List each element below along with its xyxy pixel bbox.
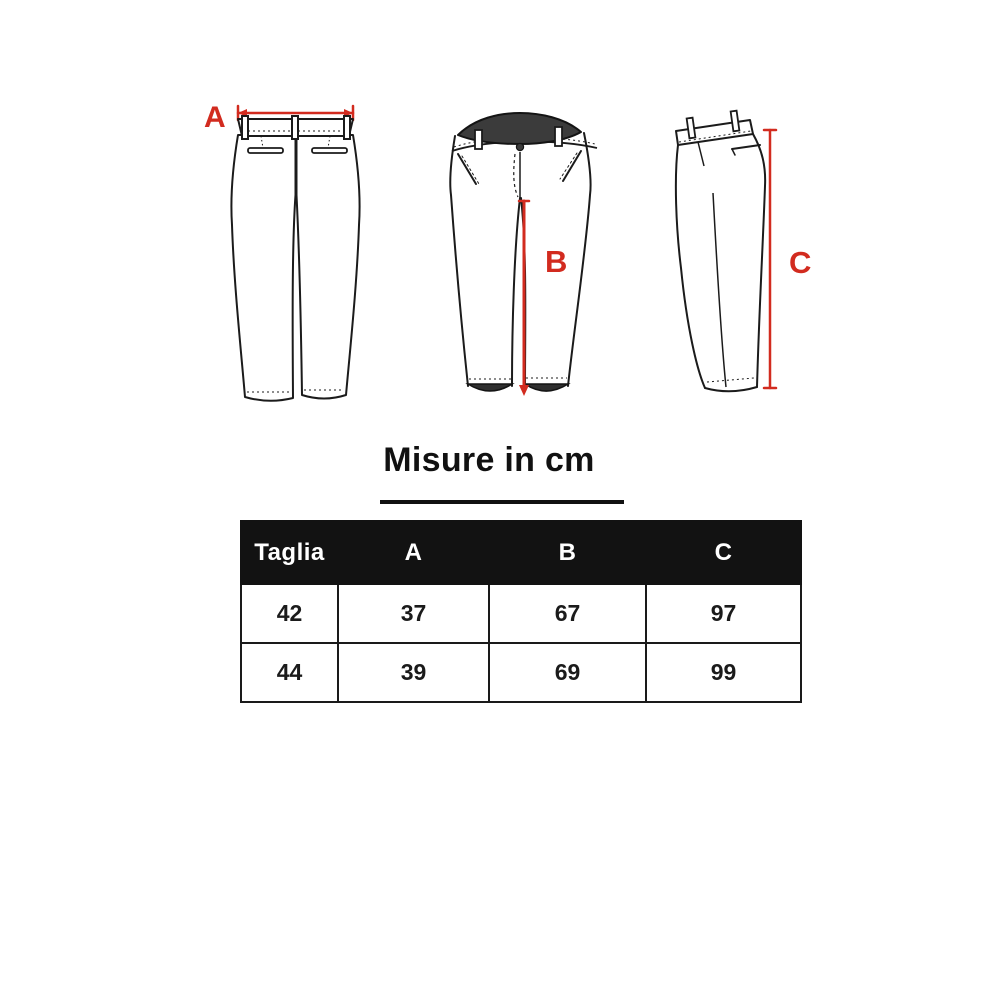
back-left-leg bbox=[231, 135, 295, 401]
cell-b: 67 bbox=[489, 584, 646, 643]
pants-side-view-drawing bbox=[660, 108, 790, 400]
belt-loop bbox=[292, 116, 298, 139]
side-dart bbox=[698, 142, 704, 166]
table-row-size-44 bbox=[241, 643, 801, 702]
belt-loop bbox=[242, 116, 248, 139]
pants-back-view-drawing bbox=[200, 95, 375, 415]
header-cell-c: C bbox=[646, 521, 801, 584]
back-pocket bbox=[248, 148, 283, 153]
table-row-size-42 bbox=[241, 584, 801, 643]
back-right-leg bbox=[297, 135, 360, 399]
front-outer-left bbox=[450, 136, 468, 386]
size-table-header-row bbox=[241, 521, 801, 584]
waist-button bbox=[516, 143, 523, 150]
measure-label-b: B bbox=[545, 244, 568, 279]
title-underline bbox=[380, 500, 624, 504]
header-cell-a: A bbox=[338, 521, 489, 584]
cell-taglia: 44 bbox=[241, 643, 338, 702]
side-back-edge bbox=[753, 134, 765, 387]
belt-loop bbox=[475, 130, 482, 149]
inseam-measure-line bbox=[519, 201, 529, 396]
cell-b: 69 bbox=[489, 643, 646, 702]
side-hem bbox=[705, 387, 757, 391]
page-title: Misure in cm bbox=[383, 441, 595, 479]
front-pocket bbox=[458, 154, 476, 184]
measure-label-c: C bbox=[789, 245, 812, 280]
front-left-hem bbox=[468, 384, 512, 391]
size-table bbox=[240, 520, 802, 703]
back-pocket bbox=[312, 148, 347, 153]
side-pocket bbox=[732, 145, 760, 149]
belt-loop bbox=[555, 127, 562, 146]
pants-front-view-drawing bbox=[445, 100, 605, 410]
front-outer-right bbox=[568, 133, 591, 386]
cell-taglia: 42 bbox=[241, 584, 338, 643]
front-pocket-stitch bbox=[560, 153, 577, 179]
front-pocket bbox=[563, 151, 581, 181]
measure-label-a: A bbox=[204, 101, 227, 134]
cell-a: 39 bbox=[338, 643, 489, 702]
side-length-measure-line bbox=[764, 130, 776, 388]
side-hem-stitch bbox=[707, 378, 754, 382]
front-right-hem bbox=[525, 384, 568, 391]
side-crease-line bbox=[713, 193, 726, 387]
fly-stitch bbox=[514, 154, 518, 197]
belt-loop bbox=[344, 116, 350, 139]
cell-c: 99 bbox=[646, 643, 801, 702]
front-inner-left bbox=[512, 198, 520, 386]
side-front-edge bbox=[676, 145, 705, 388]
front-pocket-stitch bbox=[462, 156, 479, 184]
cell-c: 97 bbox=[646, 584, 801, 643]
side-pocket bbox=[732, 149, 735, 155]
cell-a: 37 bbox=[338, 584, 489, 643]
header-cell-taglia: Taglia bbox=[241, 521, 338, 584]
header-cell-b: B bbox=[489, 521, 646, 584]
